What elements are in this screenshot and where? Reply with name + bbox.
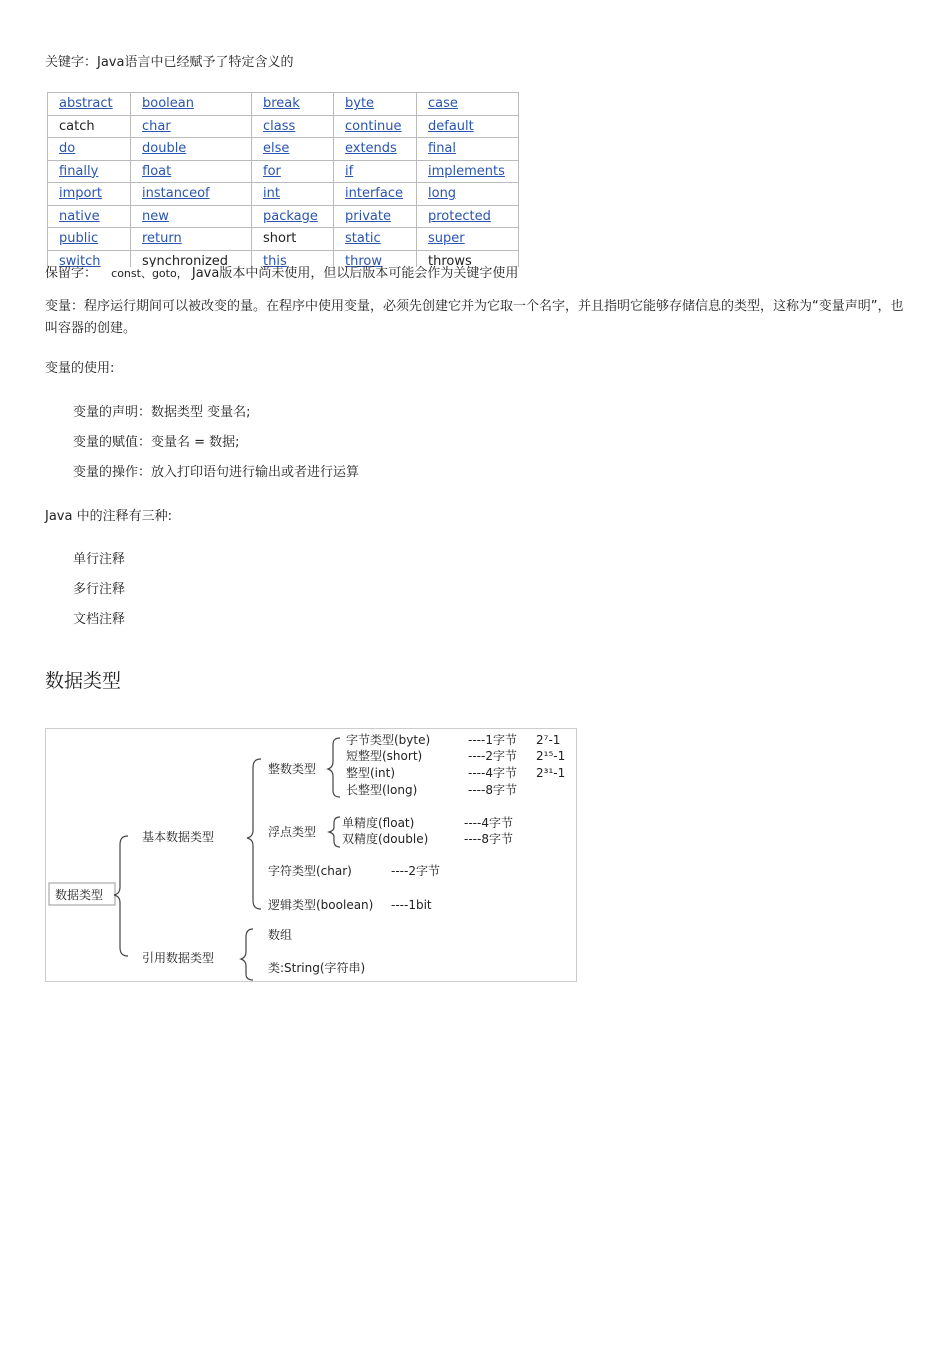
keyword-link[interactable]: continue xyxy=(334,115,417,138)
comments-title: Java 中的注释有三种: xyxy=(45,509,172,524)
keyword-link[interactable]: static xyxy=(334,228,417,251)
keyword-link[interactable]: this xyxy=(252,250,334,267)
keyword-cell: throws xyxy=(417,250,519,267)
keyword-cell: catch xyxy=(48,115,131,138)
bool-size-label: ----1bit xyxy=(391,898,432,912)
char-size-label: ----2字节 xyxy=(391,864,440,878)
keyword-link[interactable]: implements xyxy=(417,160,519,183)
comment-type-item: 单行注释 xyxy=(73,552,126,567)
root-brace xyxy=(114,836,128,956)
keyword-link[interactable]: return xyxy=(131,228,252,251)
keyword-link[interactable]: for xyxy=(252,160,334,183)
int-item-range: 2³¹-1 xyxy=(536,766,566,780)
keyword-link[interactable]: super xyxy=(417,228,519,251)
int-item-size: ----2字节 xyxy=(468,749,517,763)
basic-brace xyxy=(247,759,261,909)
int-item-range: 2⁷-1 xyxy=(536,733,561,747)
keyword-link[interactable]: break xyxy=(252,93,334,116)
variable-usage-item: 变量的赋值：变量名 = 数据; xyxy=(73,435,240,450)
keyword-link[interactable]: class xyxy=(252,115,334,138)
section-heading-data-types: 数据类型 xyxy=(45,670,122,692)
data-types-diagram xyxy=(45,728,577,982)
keyword-cell: short xyxy=(252,228,334,251)
basic-type-label: 基本数据类型 xyxy=(142,830,215,844)
keyword-table-wrapper xyxy=(47,92,519,267)
keyword-row xyxy=(48,115,519,138)
variable-usage-item: 变量的声明：数据类型 变量名; xyxy=(73,405,251,420)
data-types-tree xyxy=(46,729,576,981)
float-item-size: ----8字节 xyxy=(464,832,513,846)
keyword-link[interactable]: boolean xyxy=(131,93,252,116)
keyword-link[interactable]: final xyxy=(417,138,519,161)
keyword-link[interactable]: long xyxy=(417,183,519,206)
variable-paragraph: 变量：程序运行期间可以被改变的量。在程序中使用变量，必须先创建它并为它取一个名字，并且指明它能够存储信息的类型，这称为“变量声明”，也叫容器的创建。 xyxy=(45,299,904,336)
float-type-label: 浮点类型 xyxy=(268,825,317,839)
keyword-table xyxy=(47,92,519,267)
int-item-name: 短整型(short) xyxy=(346,749,423,763)
float-item-name: 单精度(float) xyxy=(342,816,415,830)
class-string-label: 类:String(字符串) xyxy=(268,961,366,975)
int-item-size: ----4字节 xyxy=(468,766,517,780)
reference-type-label: 引用数据类型 xyxy=(142,951,215,965)
float-brace xyxy=(329,817,340,847)
int-item-name: 整型(int) xyxy=(346,766,396,780)
integer-type-label: 整数类型 xyxy=(268,762,317,776)
keyword-link[interactable]: case xyxy=(417,93,519,116)
integer-brace xyxy=(328,738,340,797)
variable-usage-item: 变量的操作：放入打印语句进行输出或者进行运算 xyxy=(73,465,360,480)
reserved-label: 保留字： xyxy=(45,266,98,281)
root-label: 数据类型 xyxy=(55,888,104,902)
variable-usage-title: 变量的使用: xyxy=(45,361,115,376)
keyword-link[interactable]: else xyxy=(252,138,334,161)
keyword-link[interactable]: float xyxy=(131,160,252,183)
bool-type-label: 逻辑类型(boolean) xyxy=(268,898,374,912)
keyword-row xyxy=(48,228,519,251)
keyword-cell: synchronized xyxy=(131,250,252,267)
int-item-name: 长整型(long) xyxy=(346,783,418,797)
int-item-range: 2¹⁵-1 xyxy=(536,749,566,763)
keyword-row xyxy=(48,160,519,183)
keyword-link[interactable]: instanceof xyxy=(131,183,252,206)
char-type-label: 字符类型(char) xyxy=(268,864,352,878)
keyword-row xyxy=(48,183,519,206)
keyword-link[interactable]: abstract xyxy=(48,93,131,116)
keyword-row xyxy=(48,138,519,161)
keyword-link[interactable]: char xyxy=(131,115,252,138)
keyword-link[interactable]: private xyxy=(334,205,417,228)
float-item-size: ----4字节 xyxy=(464,816,513,830)
reserved-words-line xyxy=(45,262,518,281)
comment-type-item: 文档注释 xyxy=(73,612,126,627)
keyword-link[interactable]: import xyxy=(48,183,131,206)
reserved-description: Java版本中尚未使用，但以后版本可能会作为关键字使用 xyxy=(191,266,519,281)
reference-brace xyxy=(241,929,253,980)
keyword-link[interactable]: finally xyxy=(48,160,131,183)
float-item-name: 双精度(double) xyxy=(342,832,429,846)
keyword-link[interactable]: default xyxy=(417,115,519,138)
keyword-link[interactable]: double xyxy=(131,138,252,161)
keyword-row xyxy=(48,93,519,116)
keywords-heading: 关键字：Java语言中已经赋予了特定含义的 xyxy=(45,55,294,70)
keyword-link[interactable]: protected xyxy=(417,205,519,228)
comment-type-item: 多行注释 xyxy=(73,582,126,597)
keyword-link[interactable]: extends xyxy=(334,138,417,161)
keyword-link[interactable]: interface xyxy=(334,183,417,206)
keyword-link[interactable]: package xyxy=(252,205,334,228)
keyword-link[interactable]: if xyxy=(334,160,417,183)
int-item-name: 字节类型(byte) xyxy=(346,733,431,747)
keyword-link[interactable]: native xyxy=(48,205,131,228)
keyword-link[interactable]: int xyxy=(252,183,334,206)
keyword-link[interactable]: new xyxy=(131,205,252,228)
keyword-link[interactable]: byte xyxy=(334,93,417,116)
array-label: 数组 xyxy=(268,928,293,942)
keyword-row xyxy=(48,205,519,228)
keyword-link[interactable]: switch xyxy=(48,250,131,267)
keyword-link[interactable]: throw xyxy=(334,250,417,267)
reserved-words: const、goto， xyxy=(111,267,188,280)
int-item-size: ----8字节 xyxy=(468,783,517,797)
int-item-size: ----1字节 xyxy=(468,733,517,747)
keyword-link[interactable]: do xyxy=(48,138,131,161)
keyword-link[interactable]: public xyxy=(48,228,131,251)
